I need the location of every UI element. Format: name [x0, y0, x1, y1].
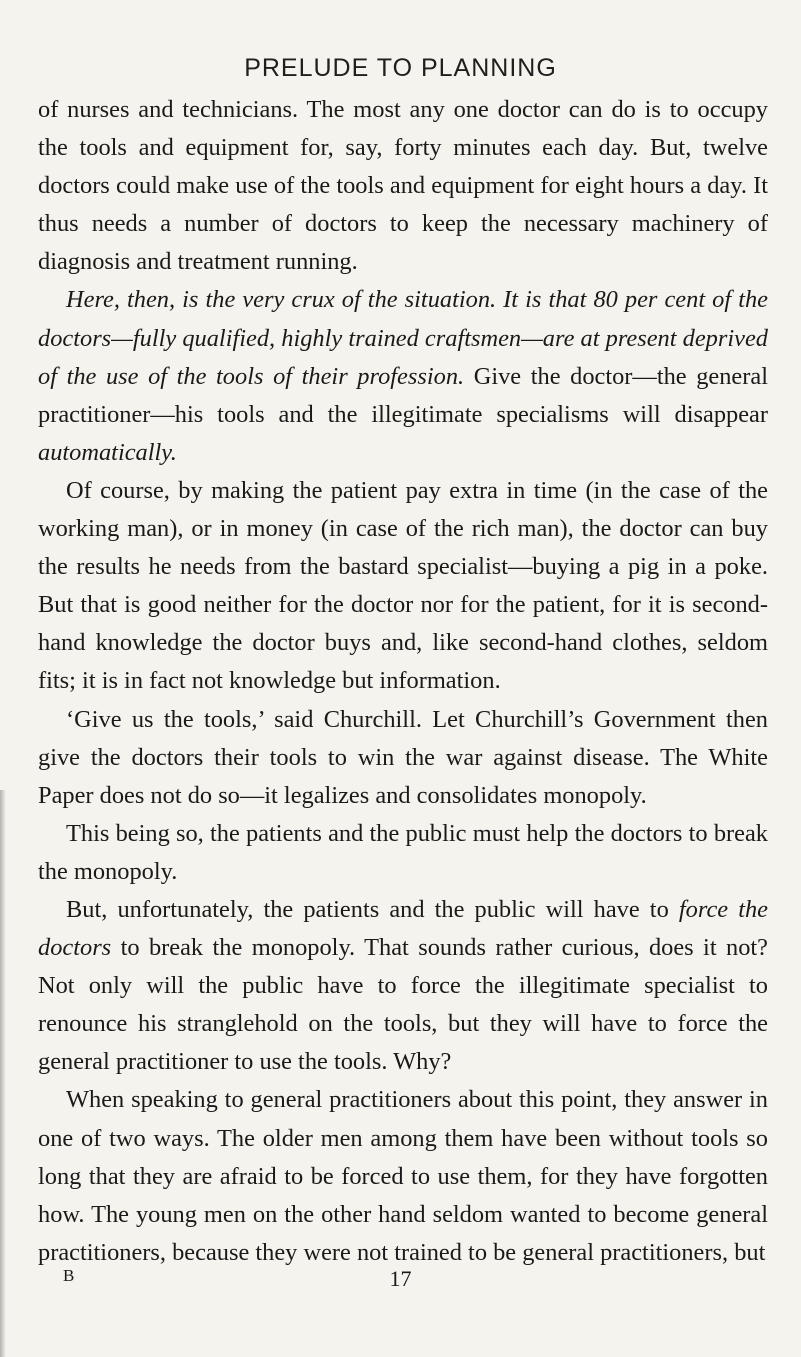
page-edge-shadow — [0, 790, 6, 1357]
paragraph-2 — [38, 281, 768, 471]
paragraph-6-start: But, unfortunately, the patients and the public will have to — [66, 895, 679, 923]
running-head: PRELUDE TO PLANNING — [244, 54, 557, 82]
signature-mark: B — [63, 1266, 76, 1285]
paragraph-6-end: to break the monopoly. That sounds rather curious, does it not? Not only will the public have to force the illegitimate specialist to renounce his stranglehold on the tools, but they will have to force the general practitioner to use the tools. Why? — [38, 934, 768, 1076]
page-footer — [0, 1266, 801, 1296]
paragraph-7: When speaking to general practitioners about this point, they answer in one of two ways. The older men among them have been without tools so long that they are afraid to be forced to use them, for they have forgotten how. The young men on the other hand seldom wanted to become general practitioners, because they were not trained to be general practitioners, but — [38, 1086, 768, 1266]
paragraph-1: of nurses and technicians. The most any one doctor can do is to occupy the tools and equipment for, say, forty minutes each day. But, twelve doctors could make use of the tools and equipment for eight hours a day. It thus needs a number of doctors to keep the necessary machinery of diagnosis and treatment running. — [38, 96, 768, 276]
paragraph-6 — [38, 891, 768, 1081]
body-text — [38, 91, 768, 1272]
paragraph-6-emphasis: force the doctors — [38, 895, 769, 962]
paragraph-5: This being so, the patients and the public must help the doctors to break the monopoly. — [38, 819, 768, 885]
paragraph-2-emphasis-end: automatically. — [38, 438, 177, 466]
page-number: 17 — [389, 1266, 412, 1291]
paragraph-2-emphasis: Here, then, is the very crux of the situation. It is that 80 per cent of the doctors—fully qualified, highly trained craftsmen—are at present deprived of the use of the tools of their profession. — [38, 286, 768, 390]
paragraph-2-text: Give the doctor—the general practitioner—his tools and the illegitimate specialisms will disappear — [38, 362, 768, 428]
paragraph-4: ‘Give us the tools,’ said Churchill. Let Churchill’s Government then give the doctors their tools to win the war against disease. The White Paper does not do so—it legalizes and consolidates monopoly. — [38, 705, 768, 809]
paragraph-3: Of course, by making the patient pay extra in time (in the case of the working man), or in money (in case of the rich man), the doctor can buy the results he needs from the bastard specialist—buying a pig in a poke. But that is good neither for the doctor nor for the patient, for it is second-hand knowledge the doctor buys and, like second-hand clothes, seldom fits; it is in fact not knowledge but information. — [38, 476, 768, 695]
